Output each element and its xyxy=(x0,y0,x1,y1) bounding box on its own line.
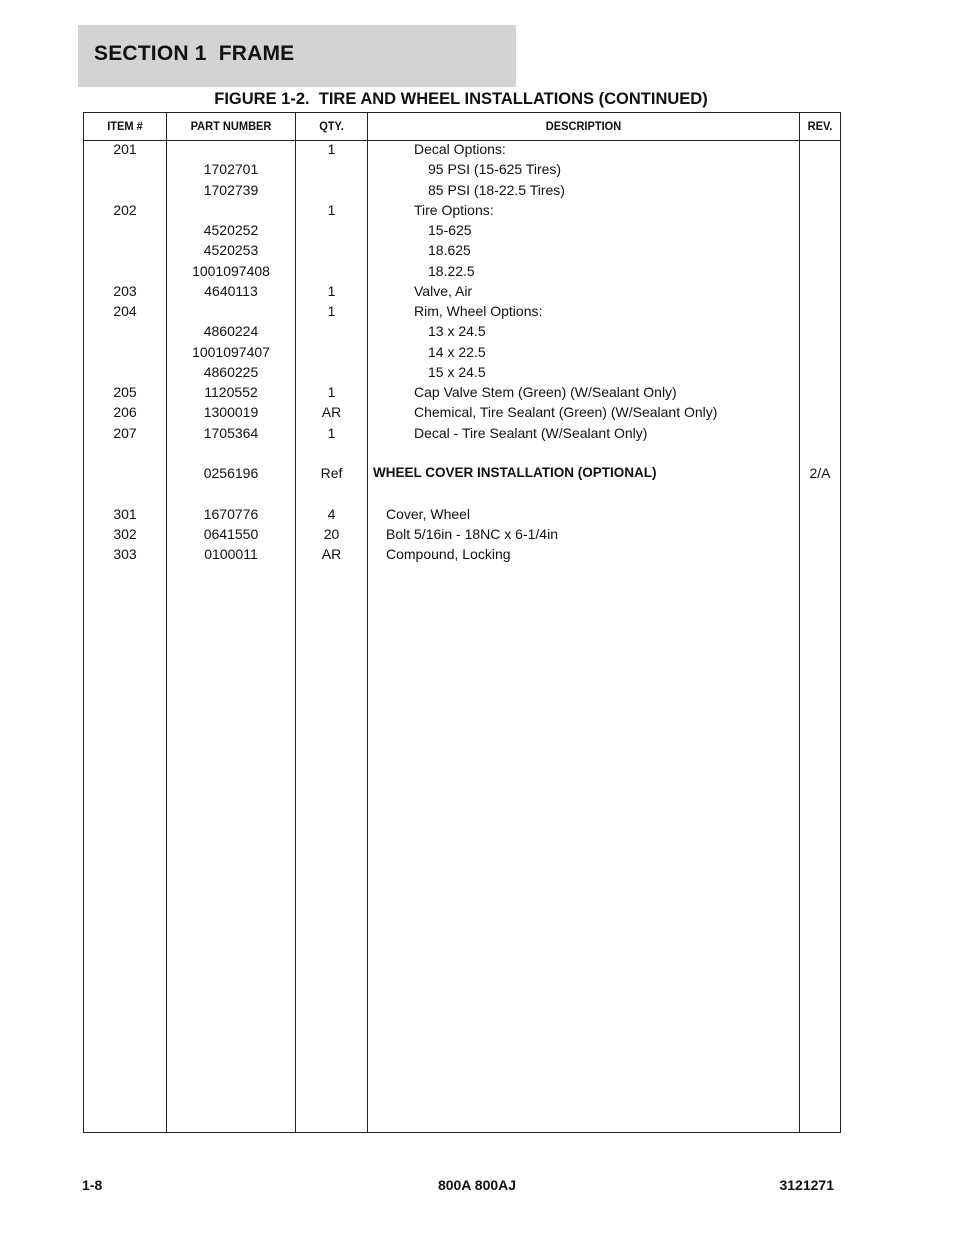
table-row xyxy=(84,343,840,363)
section-header xyxy=(78,25,516,87)
description-cell: Cover, Wheel xyxy=(386,505,471,522)
document-number: 3121271 xyxy=(779,1177,834,1193)
description-cell: WHEEL COVER INSTALLATION (OPTIONAL) xyxy=(373,465,657,480)
qty-cell: 20 xyxy=(323,525,340,542)
qty-cell: 1 xyxy=(327,424,336,441)
description-cell: 13 x 24.5 xyxy=(428,323,486,340)
table-header xyxy=(84,113,840,141)
description-cell: Valve, Air xyxy=(414,282,473,299)
part-number-cell: 1120552 xyxy=(204,384,258,400)
parts-table xyxy=(83,112,841,1133)
item-cell: 303 xyxy=(113,546,137,562)
model-name: 800A 800AJ xyxy=(437,1177,517,1193)
part-number-cell: 1705364 xyxy=(203,424,259,441)
part-number-cell: 4860225 xyxy=(203,363,259,380)
table-row xyxy=(84,444,840,464)
figure-title: FIGURE 1-2. TIRE AND WHEEL INSTALLATIONS (CONTINUED) xyxy=(214,90,708,108)
table-row xyxy=(84,505,840,525)
part-number-cell: 0256196 xyxy=(203,465,259,481)
header-rev: REV. xyxy=(807,119,833,133)
table-row xyxy=(84,140,840,160)
table-row xyxy=(84,262,840,282)
header-part-number: PART NUMBER xyxy=(190,119,272,133)
table-row xyxy=(84,302,840,322)
part-number-cell: 1670776 xyxy=(203,505,259,522)
qty-cell: 1 xyxy=(327,384,336,400)
part-number-cell: 1001097407 xyxy=(192,343,270,360)
section-title: SECTION 1 FRAME xyxy=(94,42,295,65)
table-row xyxy=(84,403,840,423)
description-cell: 15 x 24.5 xyxy=(428,363,486,380)
qty-cell: AR xyxy=(321,404,342,421)
rev-cell: 2/A xyxy=(809,465,831,481)
description-cell: 85 PSI (18-22.5 Tires) xyxy=(428,181,565,198)
part-number-cell: 0641550 xyxy=(203,525,259,542)
item-cell: 201 xyxy=(113,141,137,157)
item-cell: 205 xyxy=(113,384,137,400)
table-row xyxy=(84,464,840,484)
table-body xyxy=(84,140,840,565)
item-cell: 206 xyxy=(113,404,137,421)
description-cell: 15-625 xyxy=(428,222,472,238)
description-cell: Cap Valve Stem (Green) (W/Sealant Only) xyxy=(414,384,677,400)
table-row xyxy=(84,424,840,444)
header-item: ITEM # xyxy=(107,119,143,133)
description-cell: Chemical, Tire Sealant (Green) (W/Sealant Only) xyxy=(414,404,718,421)
item-cell: 204 xyxy=(113,303,137,319)
table-row xyxy=(84,545,840,565)
part-number-cell: 4520252 xyxy=(203,222,259,238)
description-cell: 18.625 xyxy=(428,242,471,259)
part-number-cell: 4520253 xyxy=(203,242,259,259)
part-number-cell: 1001097408 xyxy=(192,262,270,279)
table-row xyxy=(84,525,840,545)
item-cell: 302 xyxy=(113,525,137,542)
qty-cell: 1 xyxy=(327,282,336,299)
header-qty: QTY. xyxy=(319,119,344,133)
qty-cell: 1 xyxy=(327,141,336,157)
part-number-cell: 1300019 xyxy=(203,404,259,421)
description-cell: 14 x 22.5 xyxy=(428,343,486,360)
description-cell: Bolt 5/16in - 18NC x 6-1/4in xyxy=(386,525,558,542)
table-row xyxy=(84,181,840,201)
item-cell: 301 xyxy=(113,505,137,522)
item-cell: 207 xyxy=(113,424,137,441)
table-row xyxy=(84,383,840,403)
header-description: DESCRIPTION xyxy=(545,119,622,133)
table-row xyxy=(84,221,840,241)
part-number-cell: 1702739 xyxy=(203,181,259,198)
table-row xyxy=(84,241,840,261)
table-row xyxy=(84,201,840,221)
qty-cell: 1 xyxy=(327,303,336,319)
description-cell: 95 PSI (15-625 Tires) xyxy=(428,161,562,178)
qty-cell: 1 xyxy=(327,201,336,218)
description-cell: Decal Options: xyxy=(414,141,506,157)
description-cell: Tire Options: xyxy=(414,201,494,218)
part-number-cell: 4860224 xyxy=(203,323,259,340)
qty-cell: AR xyxy=(321,546,342,562)
description-cell: 18.22.5 xyxy=(428,262,475,279)
table-row xyxy=(84,282,840,302)
qty-cell: 4 xyxy=(327,505,336,522)
item-cell: 202 xyxy=(113,201,137,218)
table-row xyxy=(84,484,840,504)
page-number: 1-8 xyxy=(82,1177,103,1193)
table-row xyxy=(84,322,840,342)
description-cell: Compound, Locking xyxy=(386,546,511,562)
description-cell: Decal - Tire Sealant (W/Sealant Only) xyxy=(414,424,648,441)
part-number-cell: 4640113 xyxy=(204,282,258,299)
part-number-cell: 1702701 xyxy=(203,161,259,178)
item-cell: 203 xyxy=(113,282,137,299)
qty-cell: Ref xyxy=(320,465,343,481)
table-row xyxy=(84,363,840,383)
part-number-cell: 0100011 xyxy=(204,546,258,562)
table-row xyxy=(84,160,840,180)
description-cell: Rim, Wheel Options: xyxy=(414,303,543,319)
